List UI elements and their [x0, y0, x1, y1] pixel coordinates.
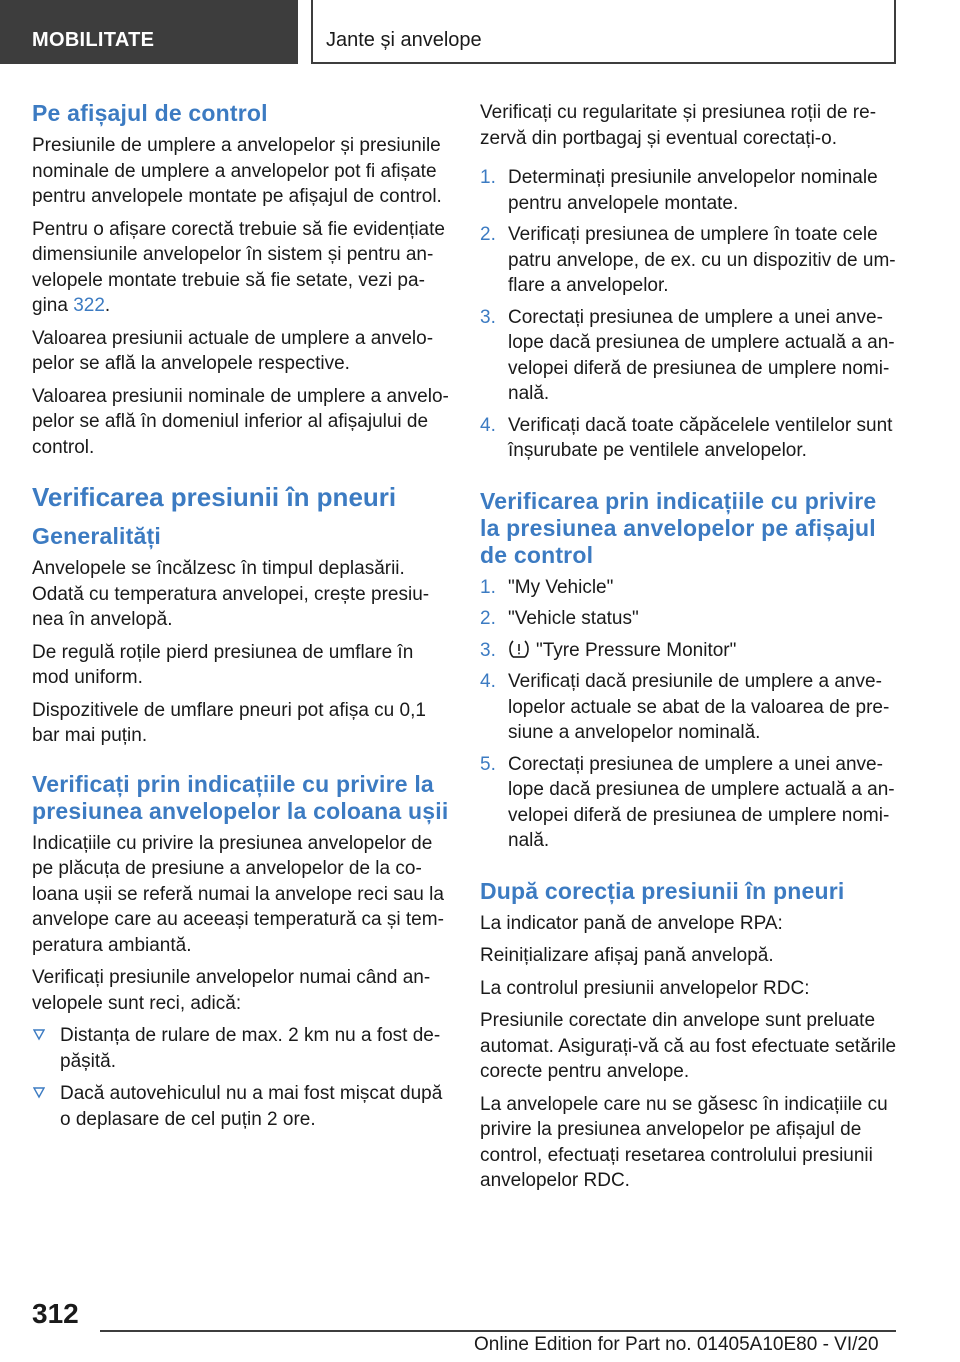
list-item: 3. "Tyre Pressure Monitor"	[480, 639, 737, 661]
footer-edition: Online Edition for Part no. 01405A10E80 - VI/20	[474, 1334, 879, 1355]
heading-after-correction: După corecția presiunii în pneuri	[480, 877, 845, 904]
chapter-tab: Jante și anvelope	[311, 0, 896, 64]
heading-check-pressure: Verificarea presiunii în pneuri	[32, 482, 397, 512]
heading-general: Generalități	[32, 523, 161, 549]
page-number: 312	[32, 1298, 79, 1329]
paragraph: La controlul presiunii anvelopelor RDC:	[480, 977, 810, 999]
heading-display-check: Verificarea prin indicațiile cu privire la presiunea anvelopelor pe afișajul de control	[480, 487, 877, 568]
paragraph: Verificați presiunile anvelopelor numai când anvelopele sunt reci, adică:	[32, 967, 431, 1014]
steps-list-check	[480, 165, 898, 464]
list-item: 3. Corectați presiunea de umplere a unei anvelope dacă presiunea de umplere actuală a anvelopei diferă de presiunea de umplere nominală.	[480, 306, 895, 404]
paragraph: Presiunile corectate din anvelope sunt preluate automat. Asigurați-vă că au fost efectuate setările corecte pentru anvelope.	[480, 1010, 897, 1082]
left-column	[32, 100, 450, 1139]
list-item: 4. Verificați dacă toate căpăcelele ventilelor sunt înșurubate pe ventilele anvelopelor.	[480, 414, 893, 461]
list-item: 2. "Vehicle status"	[480, 608, 639, 629]
list-item: Distanța de rulare de max. 2 km nu a fost depășită.	[32, 1023, 450, 1074]
paragraph: La indicator pană de anvelope RPA:	[480, 912, 783, 934]
paragraph: Anvelopele se încălzesc în timpul deplasării. Odată cu temperatura anvelopei, crește presiunea în anvelopă.	[32, 558, 430, 630]
paragraph: De regulă roțile pierd presiunea de umflare în mod uniform.	[32, 641, 414, 688]
paragraph: Presiunile de umplere a anvelopelor și presiunile nominale de umplere a anvelopelor pot fi afișate pentru anvelopele montate pe afișajul de control.	[32, 135, 442, 207]
right-column	[480, 100, 898, 1201]
triangle-bullet-icon	[33, 1087, 45, 1099]
list-item: 1. "My Vehicle"	[480, 576, 614, 598]
paragraph: Reinițializare afișaj pană anvelopă.	[480, 945, 774, 966]
list-item: 2. Verificați presiunea de umplere în toate cele patru anvelope, de ex. cu un dispozitiv de umflare a anvelopelor.	[480, 224, 896, 296]
condition-list	[32, 1023, 450, 1132]
page-header	[0, 0, 960, 66]
list-item: 1. Determinați presiunile anvelopelor nominale pentru anvelopele montate.	[480, 167, 878, 214]
list-item: 5. Corectați presiunea de umplere a unei anvelope dacă presiunea de umplere actuală a anvelopei diferă de presiunea de umplere nominală.	[480, 753, 895, 851]
paragraph: La anvelopele care nu se găsesc în indicațiile cu privire la presiunea anvelopelor pe afișajul de control, efectuați resetarea controlului presiunii anvelopelor RDC.	[480, 1093, 888, 1191]
paragraph: Verificați cu regularitate și presiunea roții de rezervă din portbagaj și eventual corectați-o.	[480, 102, 877, 149]
heading-display: Pe afișajul de control	[32, 100, 268, 126]
paragraph: Valoarea presiunii nominale de umplere a anvelopelor se află în domeniul inferior al afișajului de control.	[32, 385, 449, 458]
triangle-bullet-icon	[33, 1029, 45, 1041]
tyre-pressure-monitor-icon	[508, 639, 530, 659]
list-item: 4. Verificați dacă presiunile de umplere a anvelopelor actuale se abat de la valoarea de presiune a anvelopelor nominală.	[480, 671, 890, 743]
paragraph: Indicațiile cu privire la presiunea anvelopelor de pe plăcuța de presiune a anvelopelor de la coloana ușii se referă numai la anvelope reci sau la anvelope care au aceeași temperatură ca și temperatura ambiantă.	[32, 832, 444, 956]
section-tab: MOBILITATE	[0, 0, 298, 64]
paragraph: Pentru o afișare corectă trebuie să fie evidențiate dimensiunile anvelopelor în sistem și pentru anvelopele montate trebuie să fie setate, vezi pagina 322.	[32, 218, 445, 316]
paragraph: Dispozitivele de umflare pneuri pot afișa cu 0,1 bar mai puțin.	[32, 699, 426, 746]
page-link[interactable]: 322	[73, 295, 105, 316]
list-item: Dacă autovehiculul nu a mai fost mișcat după o deplasare de cel puțin 2 ore.	[32, 1081, 450, 1132]
heading-door-pillar: Verificați prin indicațiile cu privire la presiunea anvelopelor la coloana ușii	[32, 770, 449, 824]
footer-divider	[100, 1330, 896, 1332]
paragraph: Valoarea presiunii actuale de umplere a anvelopelor se află la anvelopele respective.	[32, 327, 434, 374]
steps-list-display	[480, 575, 898, 854]
